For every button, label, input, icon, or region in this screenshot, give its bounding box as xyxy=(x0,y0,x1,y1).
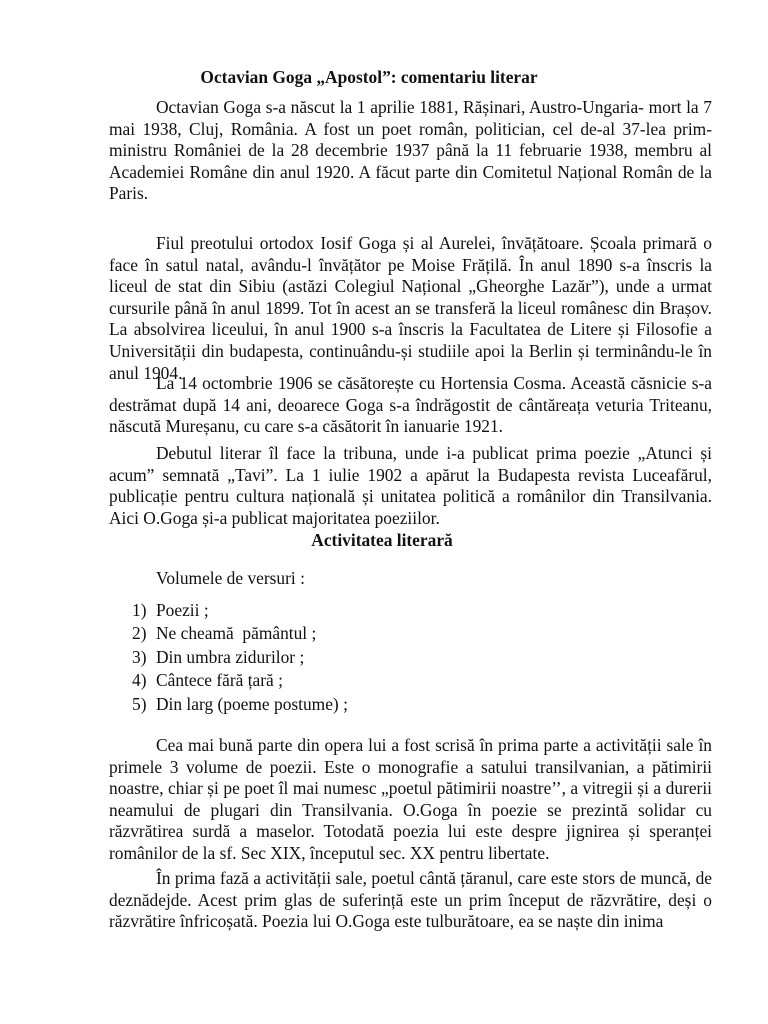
paragraph-first-phase: În prima fază a activității sale, poetul cântă țăranul, care este stors de muncă, de deznădejde. Acest prim glas de suferință este un prim început de răzvrătire, deși o răzvrătire înfricoșată. Poezia lui O.Goga este tulburătoare, ea se naște din inima xyxy=(109,868,712,932)
paragraph-education: Fiul preotului ortodox Iosif Goga și al Aurelei, învățătoare. Școala primară o face în satul natal, avându-l învățător pe Moise Frățilă. În anul 1890 s-a înscris la liceul de stat din Sibiu (astăzi Colegiul Național „Gheorghe Lazăr”), unde a urmat cursurile până în anul 1899. Tot în acest an se transferă la liceul românesc din Brașov. La absolvirea liceului, în anul 1900 s-a înscris la Facultatea de Litere și Filosofie a Universității din budapesta, continuându-și studiile apoi la Berlin și terminându-le în anul 1904. xyxy=(109,233,712,383)
paragraph-biography: Octavian Goga s-a născut la 1 aprilie 1881, Rășinari, Austro-Ungaria- mort la 7 mai 1938, Cluj, România. A fost un poet român, politician, cel de-al 37-lea prim-ministru României de la 28 decembrie 1937 până la 11 februarie 1938, membru al Academiei Române din anul 1920. A făcut parte din Comitetul Național Român de la Paris. xyxy=(109,97,712,204)
list-item: 4) Cântece fără țară ; xyxy=(132,670,283,691)
paragraph-marriage: La 14 octombrie 1906 se căsătorește cu Hortensia Cosma. Această căsnicie s-a destrămat după 14 ani, deoarece Goga s-a îndrăgostit de cântăreața veturia Triteanu, născută Mureșanu, cu care s-a căsătorit în ianuarie 1921. xyxy=(109,373,712,437)
volumes-list xyxy=(132,600,348,717)
paragraph-debut: Debutul literar îl face la tribuna, unde i-a publicat prima poezie „Atunci și acum” semnată „Tavi”. La 1 iulie 1902 a apărut la Budapesta revista Luceafărul, publicație pentru cultura națională și unitatea politică a românilor din Transilvania. Aici O.Goga și-a publicat majoritatea poeziilor. xyxy=(109,443,712,528)
list-item: 5) Din larg (poeme postume) ; xyxy=(132,693,348,714)
paragraph-opera: Cea mai bună parte din opera lui a fost scrisă în prima parte a activității sale în primele 3 volume de poezii. Este o monografie a satului transilvanian, a pătimirii noastre, chiar și pe poet îl mai numesc „poetul pătimirii noastre’’, a vitregii și a durerii neamului de plugari din Transilvania. O.Goga în poezie se prezintă solidar cu răzvrătirea surdă a maselor. Totodată poezia lui este despre jignirea și speranței românilor de la sf. Sec XIX, începutul sec. XX pentru libertate. xyxy=(109,735,712,863)
section-heading: Activitatea literară xyxy=(311,530,453,550)
document-title: Octavian Goga „Apostol”: comentariu literar xyxy=(200,67,538,87)
list-item: 3) Din umbra zidurilor ; xyxy=(132,646,305,667)
list-item: 2) Ne cheamă pământul ; xyxy=(132,623,317,644)
list-item: 1) Poezii ; xyxy=(132,600,209,620)
volumes-intro: Volumele de versuri : xyxy=(156,568,305,588)
